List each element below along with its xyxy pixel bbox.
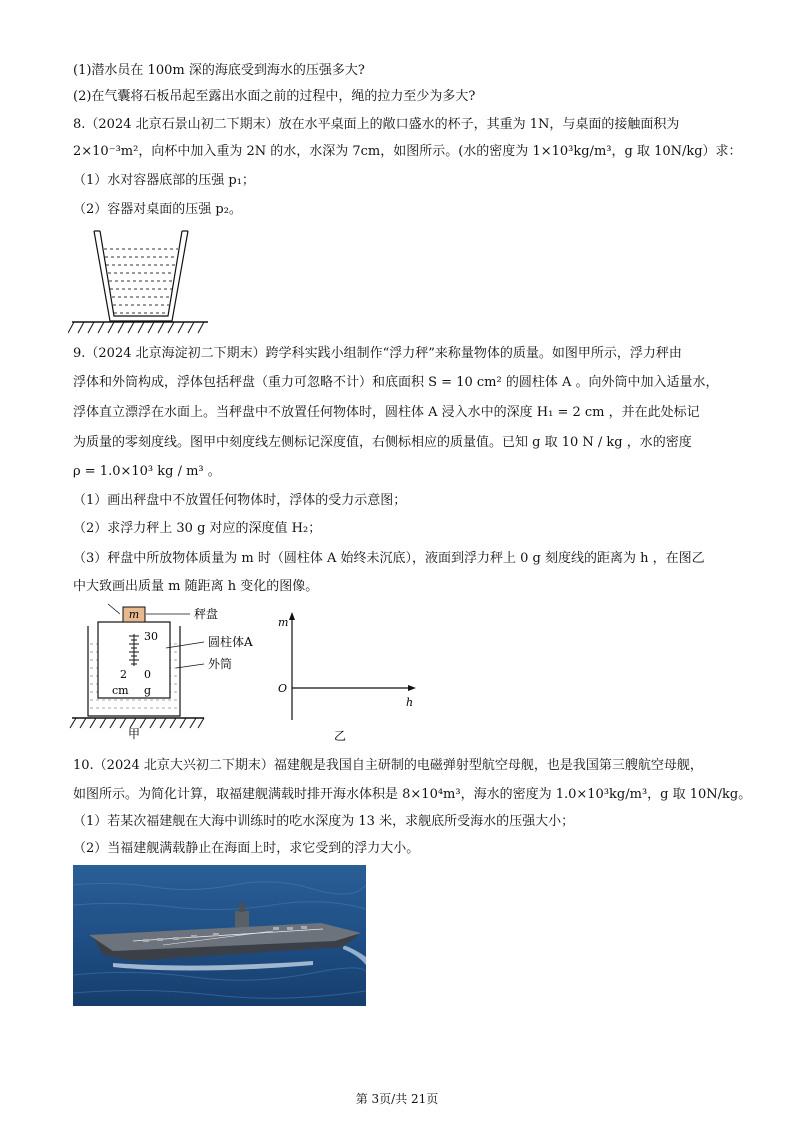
q9-part3-line2: 中大致画出质量 m 随距离 h 变化的图像。: [73, 579, 319, 594]
cup-on-table-figure: [68, 225, 213, 337]
scale-label-0: 0: [144, 668, 151, 681]
q9-stem-line1: 9.（2024 北京海淀初二下期末）跨学科实践小组制作“浮力秤”来称量物体的质量。如图甲所示，浮力秤由: [73, 346, 682, 361]
scale-unit-g: g: [144, 684, 152, 697]
scale-label-30: 30: [144, 630, 158, 643]
q8-stem-line1: 8.（2024 北京石景山初二下期末）放在水平桌面上的敞口盛水的杯子，其重为 1N，与桌面的接触面积为: [73, 117, 680, 132]
page-footer: 第 3页/共 21页: [355, 1092, 439, 1106]
q10-stem-line2: 如图所示。为简化计算，取福建舰满载时排开海水体积是 8×10⁴m³，海水的密度为 1.0×10³kg/m³，g 取 10N/kg。: [73, 787, 752, 802]
q9-stem-line5: ρ = 1.0×10³ kg / m³ 。: [73, 464, 221, 479]
q10-stem-line1: 10.（2024 北京大兴初二下期末）福建舰是我国自主研制的电磁弹射型航空母舰，也是我国第三艘航空母舰，: [73, 758, 703, 773]
q9-stem-line3: 浮体直立漂浮在水面上。当秤盘中不放置任何物体时，圆柱体 A 浸入水中的深度 H₁ = 2 cm ，并在此处标记: [73, 405, 700, 420]
figure-jia-caption: 甲: [128, 727, 141, 740]
q7-part2: (2)在气囊将石板吊起至露出水面之前的过程中，绳的拉力至少为多大?: [73, 89, 476, 104]
scale-label-2: 2: [120, 668, 127, 681]
origin-label: O: [278, 682, 288, 695]
figure-yi-caption: 乙: [334, 729, 347, 743]
q9-stem-line2: 浮体和外筒构成，浮体包括秤盘（重力可忽略不计）和底面积 S = 10 cm² 的圆柱体 A 。向外筒中加入适量水，: [73, 375, 719, 390]
m-h-axes-figure-yi: [270, 610, 430, 745]
q8-stem-line2: 2×10⁻³m²，向杯中加入重为 2N 的水，水深为 7cm，如图所示。(水的密度为 1×10³kg/m³，g 取 10N/kg）求：: [73, 144, 742, 159]
axis-label-m: m: [278, 616, 289, 629]
scale-unit-cm: cm: [112, 684, 129, 697]
float-scale-figure-jia: [68, 600, 258, 740]
q10-part1: （1）若某次福建舰在大海中训练时的吃水深度为 13 米，求舰底所受海水的压强大小；: [73, 814, 575, 829]
q9-stem-line4: 为质量的零刻度线。图甲中刻度线左侧标记深度值，右侧标相应的质量值。已知 g 取 10 N / kg ，水的密度: [73, 435, 692, 450]
pan-mass-label: m: [128, 608, 140, 621]
q8-part2: （2）容器对桌面的压强 p₂。: [73, 202, 242, 217]
q7-part1: (1)潜水员在 100m 深的海底受到海水的压强多大?: [73, 63, 365, 78]
aircraft-carrier-photo: [73, 865, 366, 1006]
cylinder-a-label: 圆柱体A: [208, 635, 253, 649]
q8-part1: （1）水对容器底部的压强 p₁；: [73, 173, 255, 188]
q10-part2: （2）当福建舰满载静止在海面上时，求它受到的浮力大小。: [73, 841, 420, 856]
q9-part3-line1: （3）秤盘中所放物体质量为 m 时（圆柱体 A 始终未沉底），液面到浮力秤上 0 g 刻度线的距离为 h ，在图乙: [73, 551, 705, 566]
q9-part2: （2）求浮力秤上 30 g 对应的深度值 H₂；: [73, 521, 322, 536]
outer-tube-label: 外筒: [208, 657, 233, 671]
axis-label-h: h: [406, 696, 414, 709]
pan-label: 秤盘: [194, 607, 219, 621]
q9-part1: （1）画出秤盘中不放置任何物体时，浮体的受力示意图；: [73, 493, 407, 508]
